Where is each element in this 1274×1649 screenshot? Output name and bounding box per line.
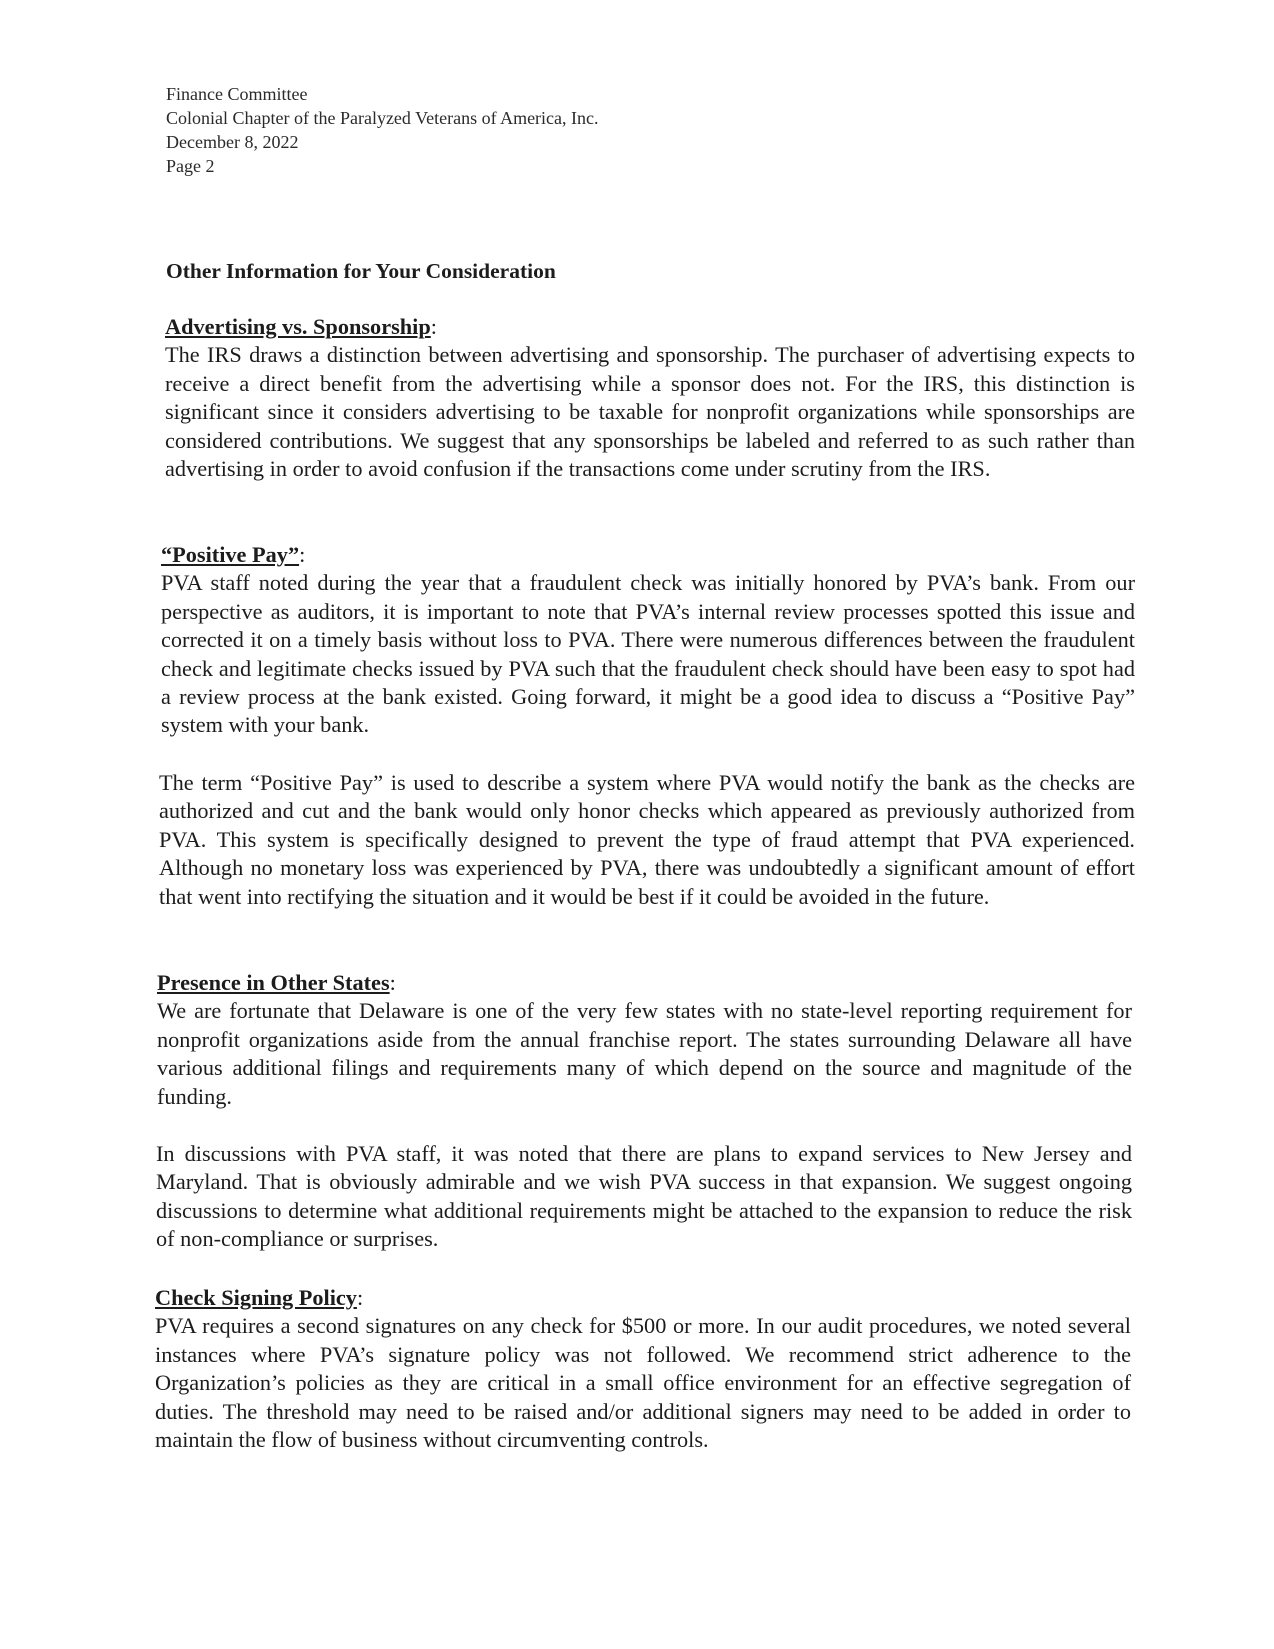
header-page-number: Page 2 [166,156,215,176]
advertising-heading [165,313,1135,341]
presence-section [157,969,1132,1111]
check-signing-heading-text: Check Signing Policy [155,1285,357,1310]
header-recipient: Finance Committee [166,84,308,104]
presence-heading-text: Presence in Other States [157,970,390,995]
positive-pay-section [161,541,1135,740]
heading-colon: : [389,970,396,995]
heading-colon: : [299,542,306,567]
presence-heading [157,969,1132,997]
heading-colon: : [356,1285,364,1310]
positive-pay-heading [161,541,1135,569]
advertising-heading-text: Advertising vs. Sponsorship [165,314,431,339]
heading-colon: : [430,314,437,339]
presence-section-continued [156,1140,1132,1254]
header-organization: Colonial Chapter of the Paralyzed Veterans of America, Inc. [166,108,599,128]
positive-pay-paragraph-2: The term “Positive Pay” is used to describe a system where PVA would notify the bank as the checks are authorized and cut and the bank would only honor checks which appeared as previously authorized from PVA. This system is specifically designed to prevent the type of fraud attempt that PVA experienced. Although no monetary loss was experienced by PVA, there was undoubtedly a significant amount of effort that went into rectifying the situation and it would be best if it could be avoided in the future. [159,770,1135,909]
section-title: Other Information for Your Consideration [166,259,556,283]
check-signing-heading [155,1284,1131,1312]
presence-paragraph-2: In discussions with PVA staff, it was noted that there are plans to expand services to New Jersey and Maryland. That is obviously admirable and we wish PVA success in that expansion. We suggest ongoing discussions to determine what additional requirements might be attached to the expansion to reduce the risk of non-compliance or surprises. [156,1141,1132,1252]
advertising-section [165,313,1135,483]
check-signing-section [155,1284,1131,1454]
advertising-paragraph: The IRS draws a distinction between advertising and sponsorship. The purchaser of advertising expects to receive a direct benefit from the advertising while a sponsor does not. For the IRS, this distinction is significant since it considers advertising to be taxable for nonprofit organizations while sponsorships are considered contributions. We suggest that any sponsorships be labeled and referred to as such rather than advertising in order to avoid confusion if the transactions come under scrutiny from the IRS. [165,342,1135,482]
positive-pay-heading-text: “Positive Pay” [161,542,300,567]
positive-pay-paragraph-1: PVA staff noted during the year that a fraudulent check was initially honored by PVA’s bank. From our perspective as auditors, it is important to note that PVA’s internal review processes spotted this issue and corrected it on a timely basis without loss to PVA. There were numerous differences between the fraudulent check and legitimate checks issued by PVA such that the fraudulent check should have been easy to spot had a review process at the bank existed. Going forward, it might be a good idea to discuss a “Positive Pay” system with your bank. [161,570,1135,738]
header-date: December 8, 2022 [166,132,299,152]
presence-paragraph-1: We are fortunate that Delaware is one of the very few states with no state-level reporting requirement for nonprofit organizations aside from the annual franchise report. The states surrounding Delaware all have various additional filings and requirements many of which depend on the source and magnitude of the funding. [157,998,1132,1109]
positive-pay-section-continued [159,769,1135,911]
letter-header [166,82,599,178]
check-signing-paragraph: PVA requires a second signatures on any check for $500 or more. In our audit procedures, we noted several instances where PVA’s signature policy was not followed. We recommend strict adherence to the Organization’s policies as they are critical in a small office environment for an effective segregation of duties. The threshold may need to be raised and/or additional signers may need to be added in order to maintain the flow of business without circumventing controls. [155,1313,1131,1453]
